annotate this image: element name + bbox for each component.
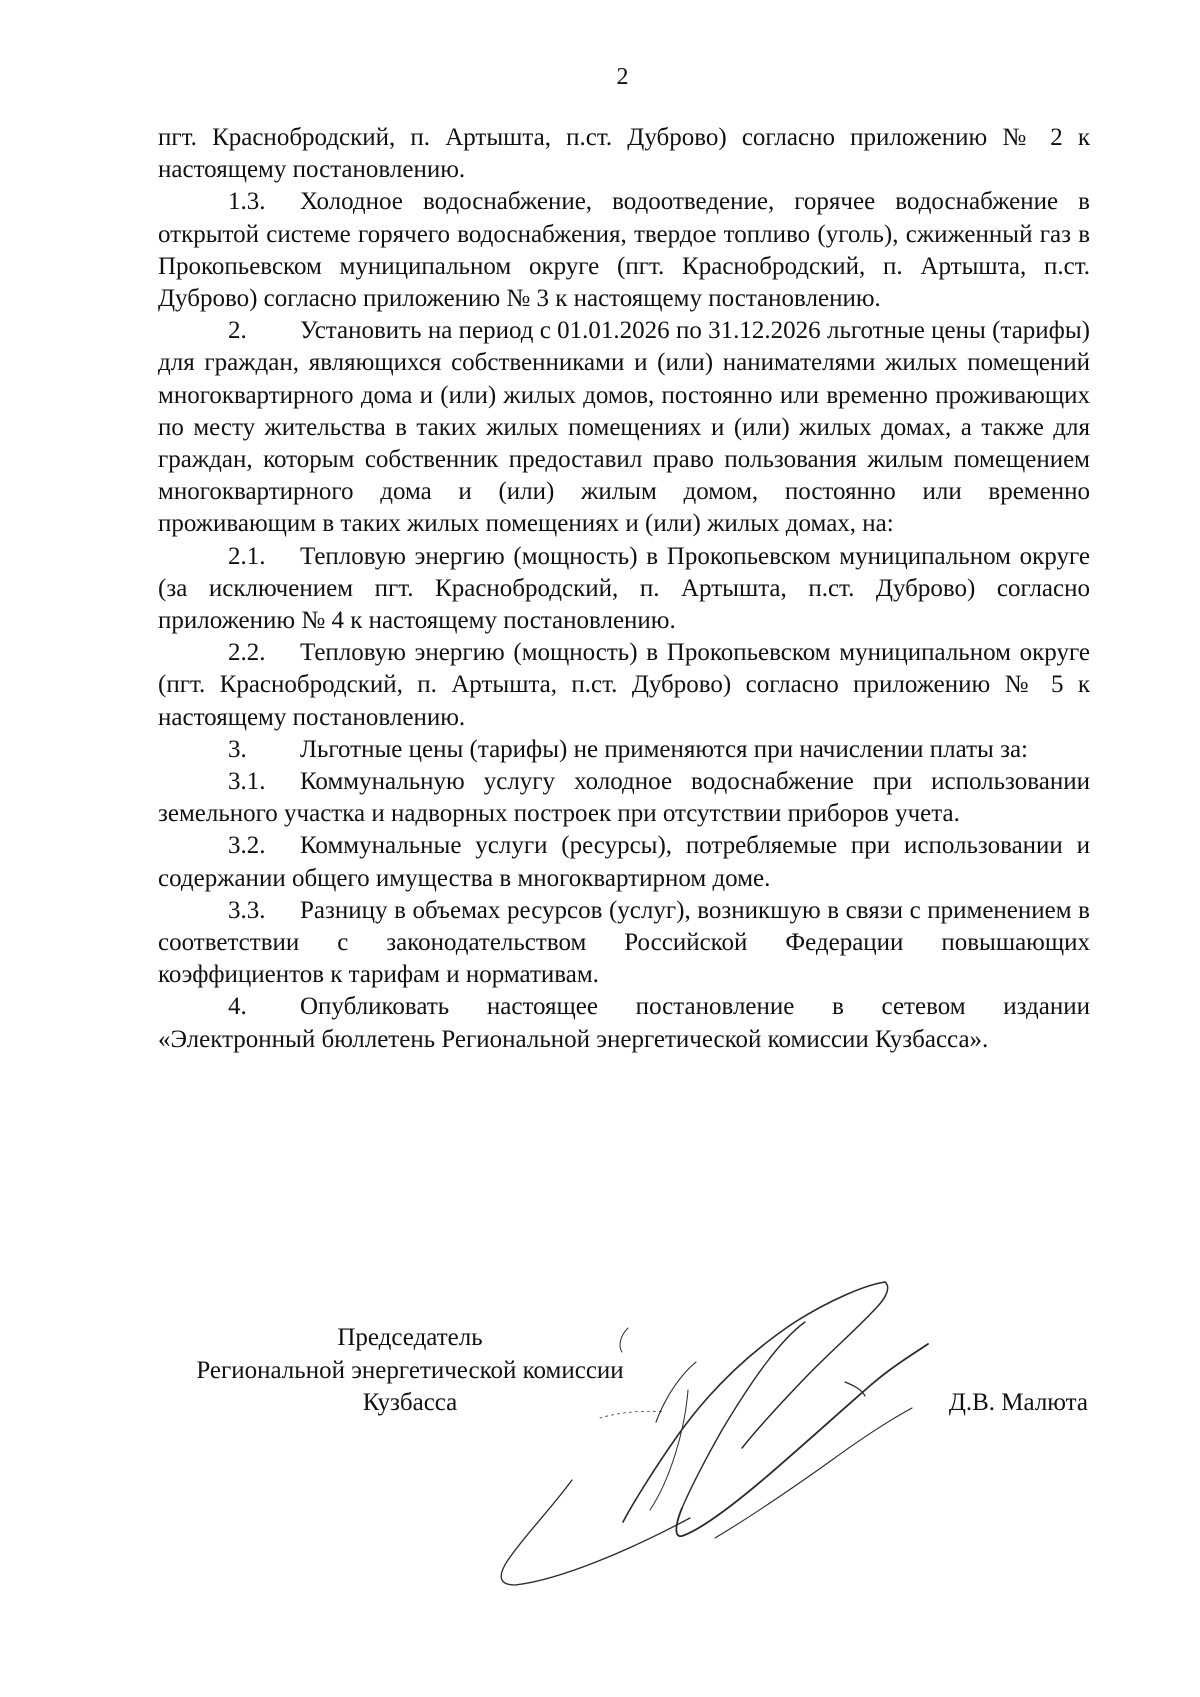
paragraph-2-1 [158, 541, 1090, 638]
paragraph-text: Коммунальные услуги (ресурсы), потребляемые при использовании и содержании общего имущества в многоквартирном доме. [158, 832, 1090, 892]
paragraph-number: 2.1. [228, 542, 266, 570]
paragraph-number: 3.1. [228, 768, 266, 796]
paragraph-text: Разницу в объемах ресурсов (услуг), возникшую в связи с применением в соответствии с законодательством Российской Федерации повышающих коэффициентов к тарифам и нормативам. [158, 896, 1090, 989]
signatory-title-line: Председатель [337, 1324, 483, 1351]
paragraph-text: Установить на период с 01.01.2026 по 31.12.2026 льготные цены (тарифы) для граждан, являющихся собственниками и (или) нанимателями жилых помещений многоквартирного дома и (или) жилых домов, постоянно или временно проживающих по месту жительства в таких жилых помещениях и (или) жилых домах, а также для граждан, которым собственник предоставил право пользования жилым помещением многоквартирного дома и (или) жилым домом, постоянно или временно проживающим в таких жилых помещениях и (или) жилых домах, на: [158, 317, 1090, 538]
paragraph-text: Льготные цены (тарифы) не применяются при начислении платы за: [300, 735, 1028, 763]
paragraph-number: 4. [228, 993, 247, 1021]
document-body [158, 122, 1090, 1056]
paragraph-1-3 [158, 186, 1090, 315]
paragraph-text: Опубликовать настоящее постановление в сетевом издании «Электронный бюллетень Региональной энергетической комиссии Кузбасса». [158, 993, 1090, 1053]
paragraph-number: 3. [228, 735, 247, 763]
paragraph-number: 1.3. [228, 188, 266, 216]
paragraph-number: 2.2. [228, 639, 266, 667]
paragraph-number: 3.2. [228, 832, 266, 860]
paragraph-text: Коммунальную услугу холодное водоснабжение при использовании земельного участка и надворных построек при отсутствии приборов учета. [158, 768, 1090, 828]
paragraph-3-3 [158, 895, 1090, 992]
paragraph-2 [158, 315, 1090, 540]
paragraph-text: Тепловую энергию (мощность) в Прокопьевском муниципальном округе (за исключением пгт. Краснобродский, п. Артышта, п.ст. Дуброво) согласно приложению № 4 к настоящему постановлению. [158, 542, 1090, 635]
paragraph-continuation [158, 122, 1090, 186]
signatory-title-line: Региональной энергетической комиссии [196, 1356, 624, 1384]
paragraph-3-2 [158, 830, 1090, 894]
paragraph-3-1 [158, 766, 1090, 830]
page-number: 2 [616, 64, 629, 90]
paragraph-2-2 [158, 637, 1090, 734]
paragraph-text: Тепловую энергию (мощность) в Прокопьевском муниципальном округе (пгт. Краснобродский, п. Артышта, п.ст. Дуброво) согласно приложению № 5 к настоящему постановлению. [158, 639, 1090, 731]
handwritten-signature [460, 1270, 980, 1610]
paragraph-3 [158, 734, 1090, 766]
paragraph-text: Холодное водоснабжение, водоотведение, горячее водоснабжение в открытой системе горячего водоснабжения, твердое топливо (уголь), сжиженный газ в Прокопьевском муниципальном округе (пгт. Краснобродский, п. Артышта, п.ст. Дуброво) согласно приложению № 3 к настоящему постановлению. [158, 188, 1090, 313]
paragraph-number: 3.3. [228, 896, 266, 924]
signatory-title-line: Кузбасса [362, 1389, 458, 1416]
signatory-name: Д.В. Малюта [948, 1389, 1088, 1416]
paragraph-4 [158, 991, 1090, 1055]
paragraph-number: 2. [228, 317, 247, 345]
paragraph-text: пгт. Краснобродский, п. Артышта, п.ст. Дуброво) согласно приложению № 2 к настоящему постановлению. [158, 124, 1090, 184]
